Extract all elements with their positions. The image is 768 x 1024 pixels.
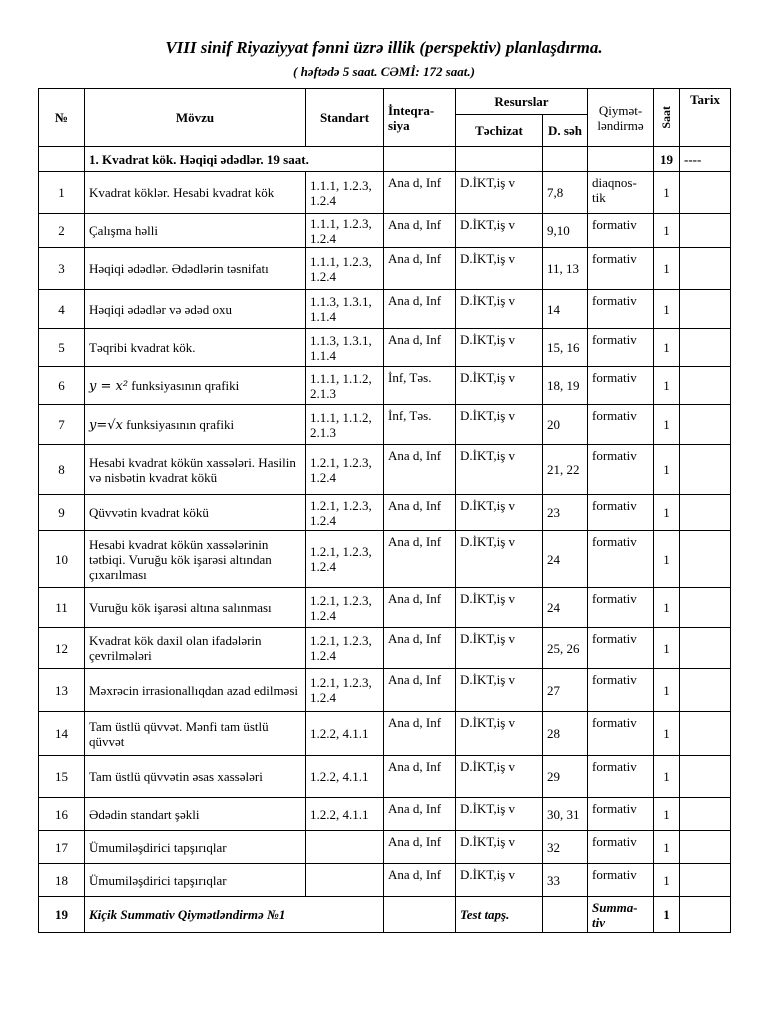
summative-hours: 1 bbox=[654, 897, 680, 933]
row-topic bbox=[85, 531, 306, 588]
row-standard: 1.2.2, 4.1.1 bbox=[306, 756, 384, 798]
col-integration-header: İnteqra-siya bbox=[384, 89, 456, 147]
section-num-cell bbox=[39, 147, 85, 172]
row-equipment: D.İKT,iş v bbox=[456, 669, 543, 712]
row-num: 18 bbox=[39, 864, 85, 897]
row-standard: 1.1.1, 1.2.3, 1.2.4 bbox=[306, 172, 384, 214]
row-equipment: D.İKT,iş v bbox=[456, 329, 543, 367]
row-assessment: formativ bbox=[588, 531, 654, 588]
row-hours: 1 bbox=[654, 290, 680, 329]
row-topic bbox=[85, 831, 306, 864]
row-page: 28 bbox=[543, 712, 588, 756]
row-date bbox=[680, 214, 731, 248]
row-hours: 1 bbox=[654, 248, 680, 290]
row-integration: İnf, Təs. bbox=[384, 367, 456, 405]
row-hours: 1 bbox=[654, 495, 680, 531]
summative-row bbox=[39, 897, 731, 933]
row-integration: Ana d, Inf bbox=[384, 172, 456, 214]
row-date bbox=[680, 367, 731, 405]
row-assessment: formativ bbox=[588, 445, 654, 495]
row-page: 11, 13 bbox=[543, 248, 588, 290]
row-num: 1 bbox=[39, 172, 85, 214]
row-topic-text: Kvadrat kök daxil olan ifadələrin çevrilmələri bbox=[89, 633, 262, 663]
row-num: 6 bbox=[39, 367, 85, 405]
summative-num: 19 bbox=[39, 897, 85, 933]
row-page: 25, 26 bbox=[543, 628, 588, 669]
row-topic bbox=[85, 756, 306, 798]
row-num: 14 bbox=[39, 712, 85, 756]
row-date bbox=[680, 756, 731, 798]
col-page-header: D. səh bbox=[543, 115, 588, 147]
col-date-header: Tarix bbox=[680, 89, 731, 147]
row-page: 24 bbox=[543, 531, 588, 588]
row-standard: 1.1.3, 1.3.1, 1.1.4 bbox=[306, 329, 384, 367]
row-topic-text: Hesabi kvadrat kökün xassələri. Hasilin və nisbətin kvadrat kökü bbox=[89, 454, 296, 485]
row-standard: 1.2.1, 1.2.3, 1.2.4 bbox=[306, 495, 384, 531]
row-date bbox=[680, 798, 731, 831]
section-empty-cell bbox=[456, 147, 543, 172]
row-hours: 1 bbox=[654, 329, 680, 367]
page-title: VIII sinif Riyaziyyat fənni üzrə illik (perspektiv) planlaşdırma. bbox=[165, 38, 603, 57]
row-date bbox=[680, 290, 731, 329]
table-row bbox=[39, 588, 731, 628]
plan-table bbox=[38, 88, 731, 933]
row-assessment: formativ bbox=[588, 248, 654, 290]
summative-equipment: Test tapş. bbox=[456, 897, 543, 933]
row-integration: Ana d, Inf bbox=[384, 756, 456, 798]
row-num: 2 bbox=[39, 214, 85, 248]
row-num: 15 bbox=[39, 756, 85, 798]
row-date bbox=[680, 712, 731, 756]
row-assessment: formativ bbox=[588, 864, 654, 897]
row-hours: 1 bbox=[654, 798, 680, 831]
row-topic-text: funksiyasının qrafiki bbox=[128, 377, 240, 393]
table-row bbox=[39, 445, 731, 495]
row-page: 21, 22 bbox=[543, 445, 588, 495]
row-topic-text: Tam üstlü qüvvətin əsas xassələri bbox=[89, 769, 263, 784]
row-page: 33 bbox=[543, 864, 588, 897]
row-integration: Ana d, Inf bbox=[384, 445, 456, 495]
row-standard: 1.2.1, 1.2.3, 1.2.4 bbox=[306, 445, 384, 495]
table-row bbox=[39, 712, 731, 756]
row-assessment: formativ bbox=[588, 798, 654, 831]
summative-date bbox=[680, 897, 731, 933]
row-equipment: D.İKT,iş v bbox=[456, 798, 543, 831]
row-integration: Ana d, Inf bbox=[384, 588, 456, 628]
row-integration: Ana d, Inf bbox=[384, 495, 456, 531]
row-equipment: D.İKT,iş v bbox=[456, 445, 543, 495]
row-topic-text: Hesabi kvadrat kökün xassələrinin tətbiqi. Vuruğu kök işarəsi altından çıxarılması bbox=[89, 536, 272, 582]
row-equipment: D.İKT,iş v bbox=[456, 214, 543, 248]
row-hours: 1 bbox=[654, 367, 680, 405]
row-topic-text: Vuruğu kök işarəsi altına salınması bbox=[89, 600, 272, 615]
row-assessment: diaqnos-tik bbox=[588, 172, 654, 214]
row-assessment: formativ bbox=[588, 628, 654, 669]
row-topic bbox=[85, 588, 306, 628]
row-date bbox=[680, 172, 731, 214]
summative-assessment: Summa-tiv bbox=[588, 897, 654, 933]
row-assessment: formativ bbox=[588, 669, 654, 712]
table-row bbox=[39, 367, 731, 405]
col-hours-label: Saat bbox=[659, 106, 674, 129]
row-standard: 1.2.2, 4.1.1 bbox=[306, 798, 384, 831]
row-page: 7,8 bbox=[543, 172, 588, 214]
row-assessment: formativ bbox=[588, 495, 654, 531]
row-topic-text: Qüvvətin kvadrat kökü bbox=[89, 505, 209, 520]
row-topic-text: Məxrəcin irrasionallıqdan azad edilməsi bbox=[89, 682, 299, 698]
table-row bbox=[39, 329, 731, 367]
row-integration: Ana d, Inf bbox=[384, 669, 456, 712]
table-row bbox=[39, 831, 731, 864]
row-assessment: formativ bbox=[588, 367, 654, 405]
row-topic-text: Ədədin standart şəkli bbox=[89, 806, 200, 822]
header-row-1 bbox=[39, 89, 731, 115]
row-integration: Ana d, Inf bbox=[384, 248, 456, 290]
row-date bbox=[680, 831, 731, 864]
row-integration: Ana d, Inf bbox=[384, 798, 456, 831]
summative-topic: Kiçik Summativ Qiymətləndirmə №1 bbox=[85, 897, 384, 933]
row-page: 27 bbox=[543, 669, 588, 712]
row-integration: Ana d, Inf bbox=[384, 712, 456, 756]
row-integration: Ana d, Inf bbox=[384, 290, 456, 329]
row-integration: Ana d, Inf bbox=[384, 628, 456, 669]
row-hours: 1 bbox=[654, 669, 680, 712]
row-topic bbox=[85, 495, 306, 531]
row-standard bbox=[306, 864, 384, 897]
row-num: 3 bbox=[39, 248, 85, 290]
row-standard: 1.1.1, 1.1.2, 2.1.3 bbox=[306, 405, 384, 445]
row-num: 9 bbox=[39, 495, 85, 531]
row-topic bbox=[85, 214, 306, 248]
row-page: 14 bbox=[543, 290, 588, 329]
row-integration: Ana d, Inf bbox=[384, 214, 456, 248]
row-topic bbox=[85, 329, 306, 367]
row-integration: İnf, Təs. bbox=[384, 405, 456, 445]
row-topic bbox=[85, 864, 306, 897]
row-assessment: formativ bbox=[588, 712, 654, 756]
row-topic bbox=[85, 669, 306, 712]
section-date: ---- bbox=[680, 147, 731, 172]
row-assessment: formativ bbox=[588, 214, 654, 248]
row-topic bbox=[85, 172, 306, 214]
row-assessment: formativ bbox=[588, 329, 654, 367]
row-page: 23 bbox=[543, 495, 588, 531]
row-hours: 1 bbox=[654, 756, 680, 798]
row-standard: 1.1.1, 1.1.2, 2.1.3 bbox=[306, 367, 384, 405]
table-row bbox=[39, 214, 731, 248]
row-date bbox=[680, 531, 731, 588]
row-topic-text: Həqiqi ədədlər. Ədədlərin təsnifatı bbox=[89, 261, 269, 276]
col-equipment-header: Təchizat bbox=[456, 115, 543, 147]
row-topic bbox=[85, 445, 306, 495]
table-row bbox=[39, 405, 731, 445]
row-standard: 1.2.1, 1.2.3, 1.2.4 bbox=[306, 588, 384, 628]
section-empty-cell bbox=[543, 147, 588, 172]
row-topic-formula: y=√x bbox=[89, 417, 123, 433]
row-equipment: D.İKT,iş v bbox=[456, 756, 543, 798]
row-num: 11 bbox=[39, 588, 85, 628]
row-assessment: formativ bbox=[588, 756, 654, 798]
row-equipment: D.İKT,iş v bbox=[456, 831, 543, 864]
row-standard: 1.1.3, 1.3.1, 1.1.4 bbox=[306, 290, 384, 329]
row-num: 10 bbox=[39, 531, 85, 588]
row-page: 18, 19 bbox=[543, 367, 588, 405]
row-assessment: formativ bbox=[588, 588, 654, 628]
row-date bbox=[680, 864, 731, 897]
row-num: 4 bbox=[39, 290, 85, 329]
row-date bbox=[680, 669, 731, 712]
row-equipment: D.İKT,iş v bbox=[456, 588, 543, 628]
row-assessment: formativ bbox=[588, 831, 654, 864]
row-page: 20 bbox=[543, 405, 588, 445]
row-equipment: D.İKT,iş v bbox=[456, 864, 543, 897]
row-date bbox=[680, 405, 731, 445]
row-topic-text: Tam üstlü qüvvət. Mənfi tam üstlü qüvvət bbox=[89, 718, 269, 749]
plan-table-body bbox=[39, 147, 731, 933]
col-topic-header: Mövzu bbox=[85, 89, 306, 147]
col-standard-header: Standart bbox=[306, 89, 384, 147]
page-subtitle: ( həftədə 5 saat. CƏMİ: 172 saat.) bbox=[293, 64, 475, 79]
row-assessment: formativ bbox=[588, 290, 654, 329]
table-row bbox=[39, 495, 731, 531]
row-standard: 1.1.1, 1.2.3, 1.2.4 bbox=[306, 248, 384, 290]
row-standard: 1.2.1, 1.2.3, 1.2.4 bbox=[306, 628, 384, 669]
col-resources-header: Resurslar bbox=[456, 89, 588, 115]
row-topic bbox=[85, 712, 306, 756]
row-hours: 1 bbox=[654, 214, 680, 248]
row-integration: Ana d, Inf bbox=[384, 864, 456, 897]
row-topic-text: Ümumiləşdirici tapşırıqlar bbox=[89, 872, 227, 888]
row-hours: 1 bbox=[654, 445, 680, 495]
row-hours: 1 bbox=[654, 531, 680, 588]
row-hours: 1 bbox=[654, 712, 680, 756]
row-equipment: D.İKT,iş v bbox=[456, 367, 543, 405]
summative-empty-cell bbox=[543, 897, 588, 933]
row-date bbox=[680, 329, 731, 367]
row-topic-formula: y = x² bbox=[89, 378, 129, 394]
row-hours: 1 bbox=[654, 628, 680, 669]
row-date bbox=[680, 495, 731, 531]
col-num-header: № bbox=[39, 89, 85, 147]
row-equipment: D.İKT,iş v bbox=[456, 405, 543, 445]
section-empty-cell bbox=[588, 147, 654, 172]
row-standard: 1.2.2, 4.1.1 bbox=[306, 712, 384, 756]
row-equipment: D.İKT,iş v bbox=[456, 628, 543, 669]
row-date bbox=[680, 445, 731, 495]
row-num: 17 bbox=[39, 831, 85, 864]
row-num: 12 bbox=[39, 628, 85, 669]
section-empty-cell bbox=[384, 147, 456, 172]
row-topic-text: Çalışma həlli bbox=[89, 223, 158, 238]
row-date bbox=[680, 628, 731, 669]
row-date bbox=[680, 588, 731, 628]
row-standard: 1.2.1, 1.2.3, 1.2.4 bbox=[306, 669, 384, 712]
row-page: 32 bbox=[543, 831, 588, 864]
table-row bbox=[39, 172, 731, 214]
row-topic-text: funksiyasının qrafiki bbox=[122, 416, 235, 432]
row-topic bbox=[85, 628, 306, 669]
section-title: 1. Kvadrat kök. Həqiqi ədədlər. 19 saat. bbox=[85, 147, 384, 172]
table-row bbox=[39, 669, 731, 712]
table-row bbox=[39, 798, 731, 831]
row-hours: 1 bbox=[654, 172, 680, 214]
row-page: 30, 31 bbox=[543, 798, 588, 831]
row-page: 15, 16 bbox=[543, 329, 588, 367]
col-hours-header bbox=[654, 89, 680, 147]
table-row bbox=[39, 531, 731, 588]
col-assessment-header: Qiymət-ləndirmə bbox=[588, 89, 654, 147]
row-standard bbox=[306, 831, 384, 864]
table-row bbox=[39, 290, 731, 329]
row-equipment: D.İKT,iş v bbox=[456, 290, 543, 329]
row-num: 5 bbox=[39, 329, 85, 367]
row-page: 9,10 bbox=[543, 214, 588, 248]
row-integration: Ana d, Inf bbox=[384, 329, 456, 367]
summative-empty-cell bbox=[384, 897, 456, 933]
row-date bbox=[680, 248, 731, 290]
row-topic bbox=[85, 405, 306, 445]
table-row bbox=[39, 628, 731, 669]
table-row bbox=[39, 864, 731, 897]
row-standard: 1.1.1, 1.2.3, 1.2.4 bbox=[306, 214, 384, 248]
row-standard: 1.2.1, 1.2.3, 1.2.4 bbox=[306, 531, 384, 588]
row-assessment: formativ bbox=[588, 405, 654, 445]
row-page: 24 bbox=[543, 588, 588, 628]
row-page: 29 bbox=[543, 756, 588, 798]
row-num: 13 bbox=[39, 669, 85, 712]
row-hours: 1 bbox=[654, 588, 680, 628]
row-num: 7 bbox=[39, 405, 85, 445]
row-equipment: D.İKT,iş v bbox=[456, 712, 543, 756]
row-equipment: D.İKT,iş v bbox=[456, 531, 543, 588]
table-row bbox=[39, 756, 731, 798]
row-integration: Ana d, Inf bbox=[384, 831, 456, 864]
row-topic-text: Təqribi kvadrat kök. bbox=[89, 340, 196, 355]
row-hours: 1 bbox=[654, 405, 680, 445]
row-topic bbox=[85, 290, 306, 329]
table-row bbox=[39, 248, 731, 290]
row-equipment: D.İKT,iş v bbox=[456, 248, 543, 290]
row-topic-text: Həqiqi ədədlər və ədəd oxu bbox=[89, 301, 232, 317]
section-row bbox=[39, 147, 731, 172]
row-integration: Ana d, Inf bbox=[384, 531, 456, 588]
row-hours: 1 bbox=[654, 831, 680, 864]
row-topic bbox=[85, 248, 306, 290]
section-hours: 19 bbox=[654, 147, 680, 172]
row-equipment: D.İKT,iş v bbox=[456, 495, 543, 531]
row-topic-text: Kvadrat köklər. Hesabi kvadrat kök bbox=[89, 185, 275, 200]
row-num: 8 bbox=[39, 445, 85, 495]
row-topic bbox=[85, 798, 306, 831]
row-topic bbox=[85, 367, 306, 405]
row-hours: 1 bbox=[654, 864, 680, 897]
row-equipment: D.İKT,iş v bbox=[456, 172, 543, 214]
row-topic-text: Ümumiləşdirici tapşırıqlar bbox=[89, 839, 227, 855]
row-num: 16 bbox=[39, 798, 85, 831]
